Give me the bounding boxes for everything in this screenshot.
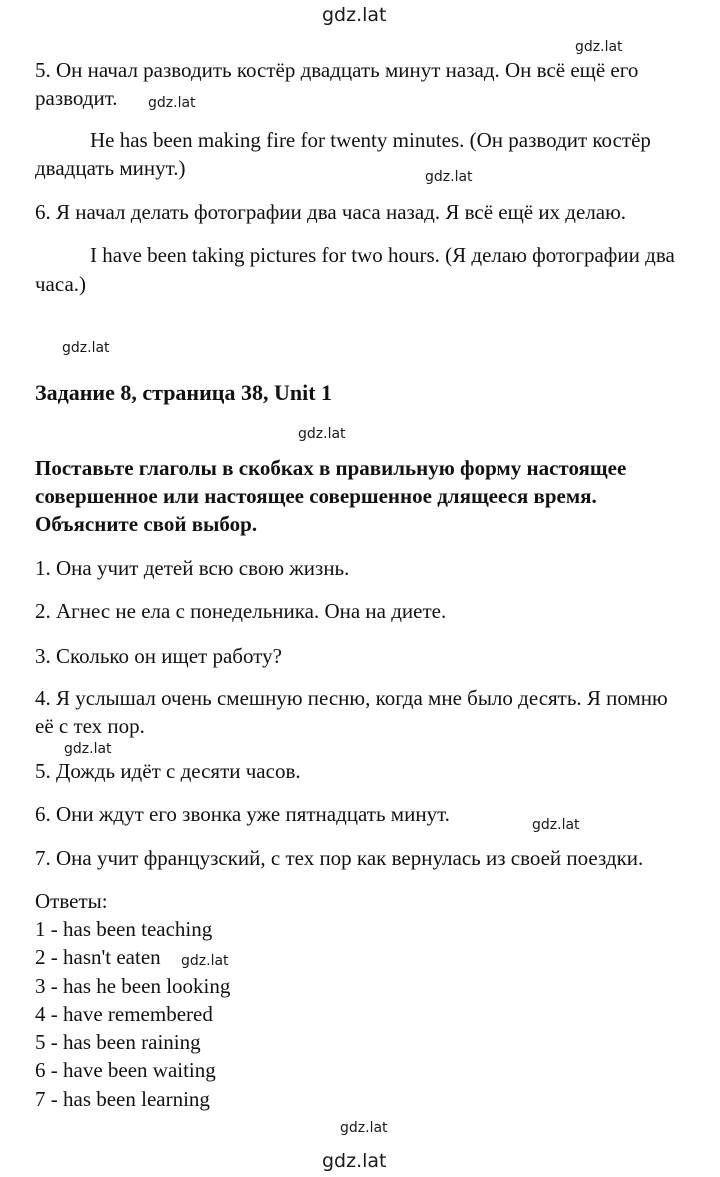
answer-2: 2 - hasn't eaten — [35, 945, 161, 969]
task-instruction-line-3: Объясните свой выбор. — [35, 512, 258, 536]
answer-6: 6 - have been waiting — [35, 1058, 216, 1082]
previous-answer-6-line-1: I have been taking pictures for two hours. (Я делаю фотографии два — [90, 243, 675, 267]
watermark: gdz.lat — [425, 169, 473, 185]
previous-answer-5-line-2: двадцать минут.) — [35, 156, 186, 180]
answer-3: 3 - has he been looking — [35, 974, 231, 998]
answers-label: Ответы: — [35, 889, 108, 913]
watermark: gdz.lat — [298, 426, 346, 442]
previous-answer-6-line-2: часа.) — [35, 272, 87, 296]
sentence-1: 1. Она учит детей всю свою жизнь. — [35, 556, 350, 580]
task-instruction-line-1: Поставьте глаголы в скобках в правильную форму настоящее — [35, 456, 627, 480]
watermark: gdz.lat — [148, 95, 196, 111]
sentence-4-line-2: её с тех пор. — [35, 714, 145, 738]
watermark: gdz.lat — [575, 39, 623, 55]
watermark: gdz.lat — [62, 340, 110, 356]
watermark: gdz.lat — [340, 1120, 388, 1136]
previous-question-5-line-2: разводит. — [35, 86, 118, 110]
watermark-top: gdz.lat — [322, 4, 387, 26]
sentence-4-line-1: 4. Я услышал очень смешную песню, когда мне было десять. Я помню — [35, 686, 668, 710]
answer-7: 7 - has been learning — [35, 1087, 210, 1111]
previous-question-6: 6. Я начал делать фотографии два часа назад. Я всё ещё их делаю. — [35, 200, 627, 224]
sentence-3: 3. Сколько он ищет работу? — [35, 644, 282, 668]
answer-4: 4 - have remembered — [35, 1002, 213, 1026]
sentence-6: 6. Они ждут его звонка уже пятнадцать минут. — [35, 802, 450, 826]
sentence-5: 5. Дождь идёт с десяти часов. — [35, 759, 301, 783]
answer-1: 1 - has been teaching — [35, 917, 213, 941]
sentence-2: 2. Агнес не ела с понедельника. Она на диете. — [35, 599, 447, 623]
task-instruction-line-2: совершенное или настоящее совершенное длящееся время. — [35, 484, 597, 508]
task-title: Задание 8, страница 38, Unit 1 — [35, 380, 333, 405]
watermark-bottom: gdz.lat — [322, 1150, 387, 1172]
answer-5: 5 - has been raining — [35, 1030, 201, 1054]
watermark: gdz.lat — [532, 817, 580, 833]
watermark: gdz.lat — [181, 953, 229, 969]
previous-question-5-line-1: 5. Он начал разводить костёр двадцать минут назад. Он всё ещё его — [35, 58, 639, 82]
previous-answer-5-line-1: He has been making fire for twenty minutes. (Он разводит костёр — [90, 128, 651, 152]
sentence-7: 7. Она учит французский, с тех пор как вернулась из своей поездки. — [35, 846, 644, 870]
watermark: gdz.lat — [64, 741, 112, 757]
